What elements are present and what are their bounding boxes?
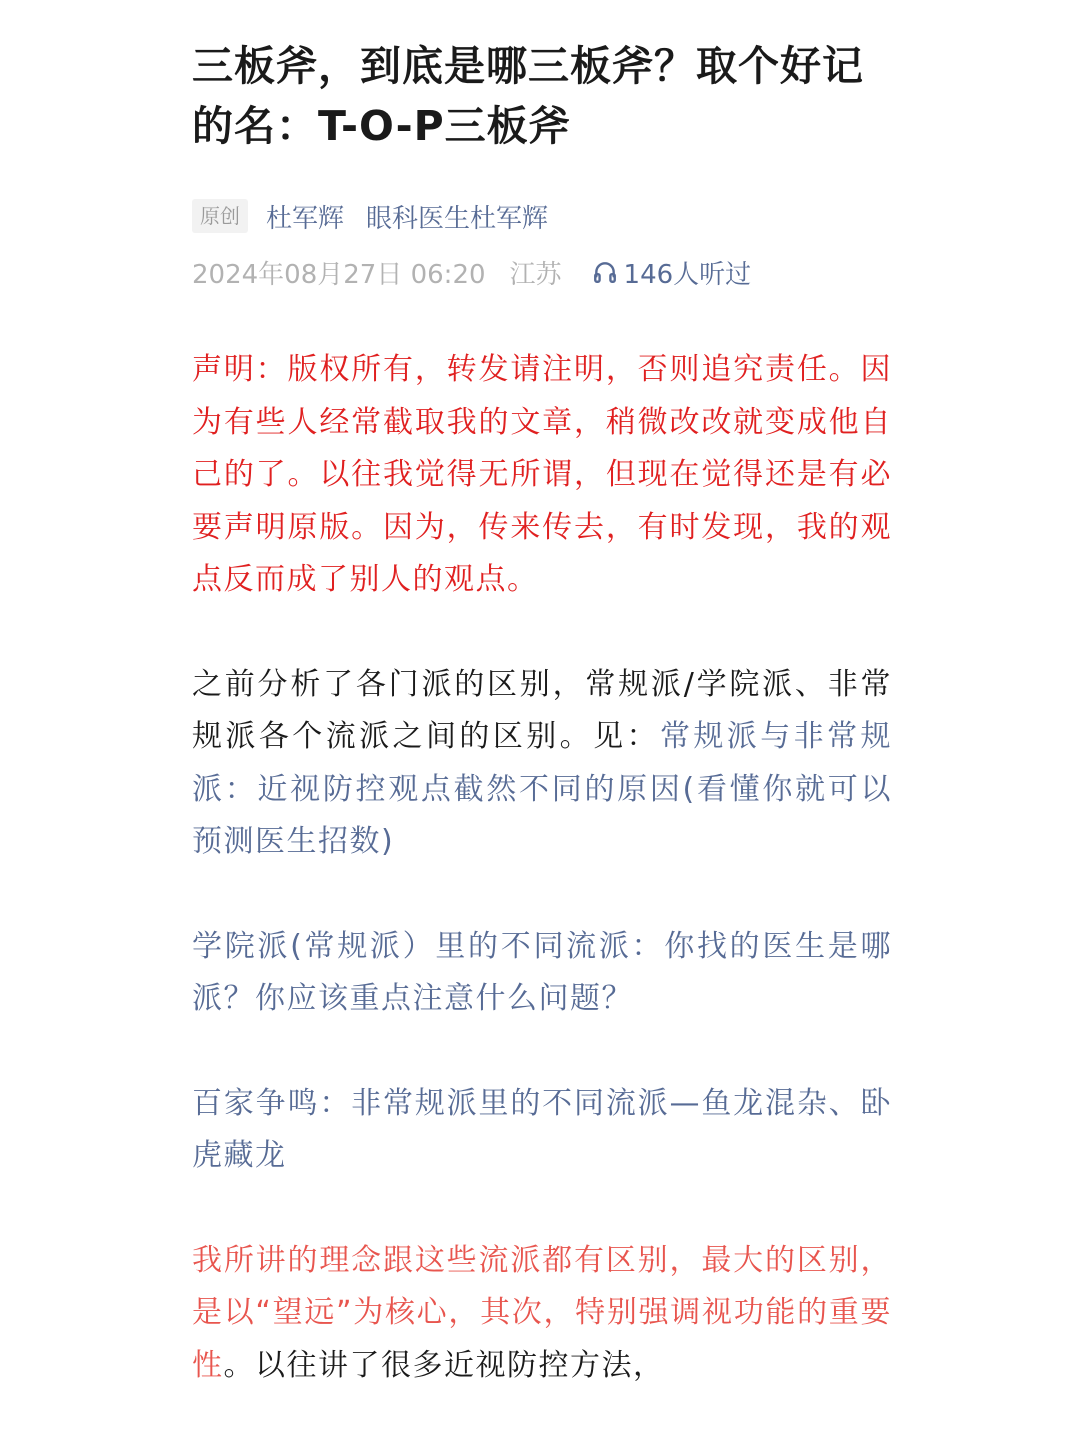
paragraph-philosophy <box>192 1235 892 1393</box>
account-name[interactable]: 眼科医生杜军辉 <box>366 203 549 234</box>
listen-count: 146人听过 <box>623 259 752 290</box>
article-title: 三板斧，到底是哪三板斧？取个好记的名：T-O-P三板斧 <box>192 42 864 150</box>
highlight-text: 我所讲的理念跟这些流派都有区别，最大的区别，是以“望远”为核心，其次，特别强调视功能的重要性 <box>192 1242 892 1383</box>
author-name[interactable]: 杜军辉 <box>266 203 345 234</box>
copyright-statement: 声明：版权所有，转发请注明，否则追究责任。因为有些人经常截取我的文章，稍微改改就变成他自己的了。以往我觉得无所谓，但现在觉得还是有必要声明原版。因为，传来传去，有时发现，我的观点反而成了别人的观点。 <box>192 352 892 597</box>
meta-info-row <box>192 252 892 292</box>
paragraph-text: 。以往讲了很多近视防控方法， <box>223 1347 665 1383</box>
article <box>192 36 892 1444</box>
headphones-icon <box>592 259 618 285</box>
listen-button[interactable] <box>592 254 752 291</box>
paragraph-schools <box>192 659 892 869</box>
meta-author-row <box>192 196 892 236</box>
publish-region: 江苏 <box>509 259 562 290</box>
article-link-conventional[interactable]: 常规派与非常规派：近视防控观点截然不同的原因(看懂你就可以预测医生招数) <box>192 719 893 859</box>
paragraph-text: 之前分析了各门派的区别，常规派/学院派、非常规派各个流派之间的区别。见： <box>192 666 892 754</box>
original-badge: 原创 <box>192 199 248 233</box>
article-content <box>192 344 892 1392</box>
article-link-academic[interactable]: 学院派(常规派）里的不同流派：你找的医生是哪派？你应该重点注意什么问题？ <box>192 928 892 1016</box>
publish-datetime: 2024年08月27日 06:20 <box>192 259 486 290</box>
article-link-unconventional[interactable]: 百家争鸣：非常规派里的不同流派—鱼龙混杂、卧虎藏龙 <box>192 1085 892 1173</box>
